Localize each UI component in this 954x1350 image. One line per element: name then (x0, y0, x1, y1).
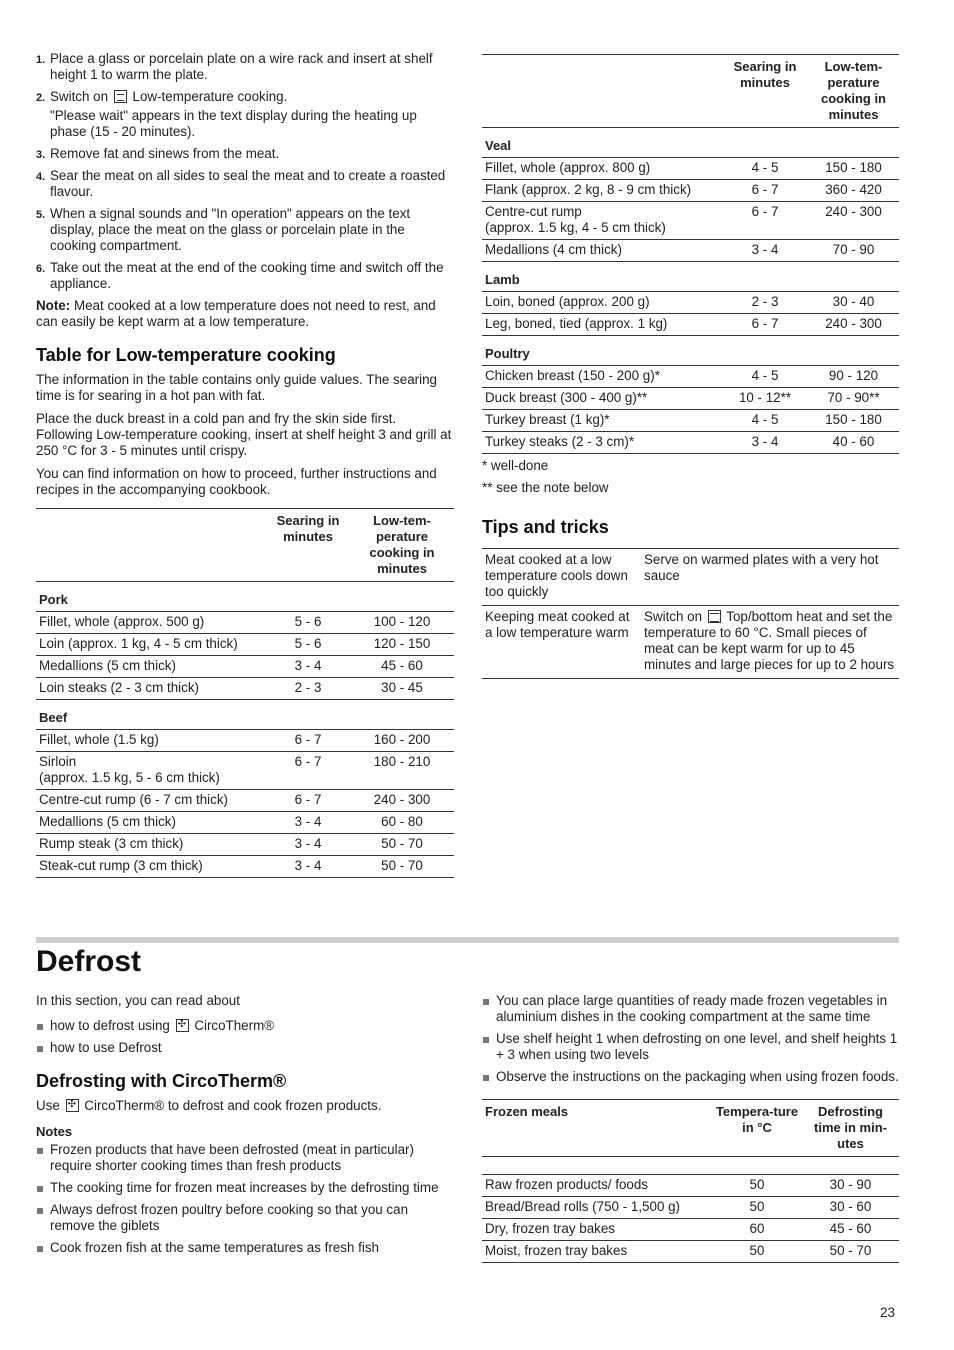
cell-name: Rump steak (3 cm thick) (39, 836, 184, 851)
lowtemp-table-left (36, 508, 454, 878)
step-number: 1. (36, 54, 46, 66)
group-label: Poultry (482, 336, 899, 366)
table-header-row (482, 1100, 899, 1157)
table-body (36, 582, 454, 878)
table-row (36, 856, 454, 878)
header-lowtemp: Low-tem-perature cooking in minutes (369, 513, 435, 576)
cell-lowtemp: 60 - 80 (381, 814, 423, 829)
cell-temperature: 50 (749, 1199, 765, 1214)
step-number: 3. (36, 149, 46, 161)
step-number: 4. (36, 171, 46, 183)
cell-temperature: 50 (749, 1177, 765, 1192)
group-label: Pork (36, 582, 454, 612)
table-row (482, 1175, 899, 1197)
cell-searing: 6 - 7 (751, 316, 779, 331)
lowtemp-table-title: Table for Low-temperature cooking (36, 345, 336, 365)
notes-list (36, 1142, 454, 1256)
cell-name: Fillet, whole (approx. 500 g) (39, 614, 205, 629)
right-column-top (482, 54, 899, 679)
list-item: Observe the instructions on the packaging when using frozen foods. (482, 1069, 899, 1085)
table-group-row (36, 582, 454, 612)
header-lowtemp: Low-tem-perature cooking in minutes (821, 59, 886, 122)
cell-lowtemp: 45 - 60 (381, 658, 423, 673)
table-group-row (482, 128, 899, 158)
table-row (482, 1241, 899, 1263)
circotherm-title: Defrosting with CircoTherm® (36, 1071, 287, 1091)
cell-searing: 5 - 6 (294, 636, 322, 651)
table-group-row (482, 262, 899, 292)
table-row (482, 1197, 899, 1219)
table-row (36, 790, 454, 812)
step-text-after: Low-temperature cooking. (132, 89, 288, 104)
defrost-table (482, 1099, 899, 1263)
table-row (482, 292, 899, 314)
table-header-row (482, 55, 899, 128)
cell-time: 45 - 60 (829, 1221, 872, 1236)
cell-searing: 3 - 4 (751, 242, 779, 257)
cell-name: Moist, frozen tray bakes (485, 1243, 628, 1258)
step-item (36, 206, 454, 254)
left-column-bottom (36, 993, 454, 1262)
footnote: * well-done (482, 458, 549, 473)
cell-lowtemp: 40 - 60 (832, 434, 875, 449)
cell-searing: 4 - 5 (751, 368, 779, 383)
tips-solution-after: Top/bottom heat and set the temperature to 60 °C. Small pieces of meat can be kept warm for up to 45 minutes and large pieces for up to 2 hours (644, 609, 895, 672)
table-group-row (36, 700, 454, 730)
cell-lowtemp: 150 - 180 (825, 412, 882, 427)
cell-searing: 6 - 7 (751, 204, 779, 219)
cell-name: Bread/Bread rolls (750 - 1,500 g) (485, 1199, 681, 1214)
cell-name: Turkey steaks (2 - 3 cm)* (485, 434, 635, 449)
table-row (482, 202, 899, 240)
step-item (36, 51, 454, 83)
left-column-top (36, 51, 454, 878)
lowtemp-paragraph: Place the duck breast in a cold pan and fry the skin side first. Following Low-temperature cooking, insert at shelf height 3 and grill at 250 °C for 3 - 5 minutes until crispy. (36, 411, 452, 458)
cell-searing: 3 - 4 (294, 858, 322, 873)
step-text: When a signal sounds and "In operation" appears on the text display, place the meat on the glass or porcelain plate in the cooking compartment. (50, 206, 411, 253)
step-number: 6. (36, 263, 46, 275)
note-label: Note: (36, 298, 71, 313)
footnote: ** see the note below (482, 480, 609, 495)
table-row (36, 612, 454, 634)
table-row (482, 410, 899, 432)
step-item (36, 89, 454, 140)
defrost-tips-list (482, 993, 899, 1085)
cell-name: Medallions (5 cm thick) (39, 814, 176, 829)
cell-name: Loin (approx. 1 kg, 4 - 5 cm thick) (39, 636, 238, 651)
cell-name: Loin steaks (2 - 3 cm thick) (39, 680, 199, 695)
table-row (36, 730, 454, 752)
cell-lowtemp: 160 - 200 (373, 732, 431, 747)
tips-row (482, 606, 899, 679)
tips-row (482, 549, 899, 606)
header-defrost-time: Defrosting time in min-utes (814, 1104, 887, 1151)
table-row (36, 834, 454, 856)
note (36, 298, 454, 330)
cell-name: Chicken breast (150 - 200 g)* (485, 368, 660, 383)
step-number: 2. (36, 92, 46, 104)
cell-lowtemp: 180 - 210 (373, 754, 431, 769)
list-item: how to use Defrost (36, 1040, 454, 1056)
cell-name: Loin, boned (approx. 200 g) (485, 294, 650, 309)
tips-table (482, 548, 899, 679)
tips-solution (641, 606, 899, 679)
cell-searing: 3 - 4 (294, 814, 322, 829)
spacer-row (482, 1157, 899, 1175)
cell-searing: 6 - 7 (751, 182, 779, 197)
table-row (482, 240, 899, 262)
table-row (36, 678, 454, 700)
cell-name: Raw frozen products/ foods (485, 1177, 649, 1192)
cell-name: Medallions (4 cm thick) (485, 242, 622, 257)
cell-lowtemp: 360 - 420 (825, 182, 882, 197)
table-row (36, 812, 454, 834)
section-divider (36, 937, 899, 943)
step-text: Remove fat and sinews from the meat. (50, 146, 280, 161)
low-temperature-icon (114, 90, 127, 103)
cell-searing: 6 - 7 (294, 792, 322, 807)
tips-solution-before: Switch on (644, 609, 703, 624)
group-label: Lamb (482, 262, 899, 292)
note-text: Meat cooked at a low temperature does not need to rest, and can easily be kept warm at a low temperature. (36, 298, 436, 329)
cell-searing: 3 - 4 (751, 434, 779, 449)
step-number: 5. (36, 209, 46, 221)
cell-time: 50 - 70 (829, 1243, 872, 1258)
page-number: 23 (880, 1305, 895, 1320)
cell-lowtemp: 100 - 120 (373, 614, 431, 629)
step-text: Place a glass or porcelain plate on a wire rack and insert at shelf height 1 to warm the plate. (50, 51, 433, 82)
notes-title: Notes (36, 1124, 73, 1139)
step-item (36, 168, 454, 200)
cell-lowtemp: 70 - 90** (827, 390, 880, 405)
list-item: The cooking time for frozen meat increases by the defrosting time (36, 1180, 454, 1196)
list-item: Use shelf height 1 when defrosting on one level, and shelf heights 1 + 3 when using two levels (482, 1031, 899, 1063)
step-item (36, 260, 454, 292)
cell-searing: 3 - 4 (294, 658, 322, 673)
cell-name: Centre-cut rump (approx. 1.5 kg, 4 - 5 cm thick) (485, 204, 666, 235)
cell-name: Centre-cut rump (6 - 7 cm thick) (39, 792, 228, 807)
circotherm-icon (66, 1099, 79, 1112)
defrost-title: Defrost (36, 945, 142, 978)
cell-lowtemp: 150 - 180 (825, 160, 882, 175)
cell-searing: 3 - 4 (294, 836, 322, 851)
group-label: Beef (36, 700, 454, 730)
defrost-topics (36, 1018, 454, 1056)
cell-searing: 4 - 5 (751, 160, 779, 175)
circotherm-text: Use ✣ CircoTherm® to defrost and cook frozen products. (36, 1098, 454, 1114)
cell-lowtemp: 30 - 45 (381, 680, 423, 695)
cell-lowtemp: 120 - 150 (373, 636, 431, 651)
cell-temperature: 50 (749, 1243, 765, 1258)
cell-lowtemp: 90 - 120 (828, 368, 879, 383)
step-item (36, 146, 454, 162)
table-row (482, 1219, 899, 1241)
cell-searing: 10 - 12** (738, 390, 792, 405)
cell-name: Dry, frozen tray bakes (485, 1221, 615, 1236)
cell-lowtemp: 50 - 70 (381, 836, 423, 851)
cell-searing: 6 - 7 (294, 732, 322, 747)
list-item: Frozen products that have been defrosted (meat in particular) require shorter cooking times than fresh products (36, 1142, 454, 1174)
cell-name: Fillet, whole (approx. 800 g) (485, 160, 651, 175)
cell-name: Turkey breast (1 kg)* (485, 412, 610, 427)
defrost-intro: In this section, you can read about (36, 993, 240, 1008)
cell-lowtemp: 30 - 40 (832, 294, 875, 309)
table-row (482, 432, 899, 454)
table-row (482, 158, 899, 180)
cell-name: Duck breast (300 - 400 g)** (485, 390, 648, 405)
cell-lowtemp: 50 - 70 (381, 858, 423, 873)
table-row (482, 366, 899, 388)
tips-solution: Serve on warmed plates with a very hot sauce (644, 552, 879, 583)
step-text-before: Switch on (50, 89, 109, 104)
table-row (36, 656, 454, 678)
tips-title: Tips and tricks (482, 517, 609, 537)
cell-name: Leg, boned, tied (approx. 1 kg) (485, 316, 668, 331)
list-item: how to defrost using ✣ CircoTherm® (36, 1018, 454, 1034)
right-column-bottom (482, 993, 899, 1263)
cell-searing: 4 - 5 (751, 412, 779, 427)
top-bottom-heat-icon (708, 610, 721, 623)
cell-searing: 2 - 3 (294, 680, 322, 695)
circotherm-icon (176, 1019, 189, 1032)
cell-lowtemp: 240 - 300 (825, 204, 882, 219)
list-item: You can place large quantities of ready made frozen vegetables in aluminium dishes in the cooking compartment at the same time (482, 993, 899, 1025)
tips-problem: Keeping meat cooked at a low temperature warm (485, 609, 630, 640)
list-item: Always defrost frozen poultry before cooking so that you can remove the giblets (36, 1202, 454, 1234)
header-searing: Searing in minutes (733, 59, 797, 90)
table-row (482, 314, 899, 336)
cell-name: Steak-cut rump (3 cm thick) (39, 858, 203, 873)
header-frozen-meals: Frozen meals (485, 1104, 569, 1119)
tips-problem: Meat cooked at a low temperature cools down too quickly (485, 552, 628, 599)
step-subtext: "Please wait" appears in the text display during the heating up phase (15 - 20 minutes). (50, 108, 417, 139)
cell-name: Fillet, whole (1.5 kg) (39, 732, 159, 747)
lowtemp-paragraph: The information in the table contains only guide values. The searing time is for searing in a hot pan with fat. (36, 372, 437, 403)
header-temperature: Tempera-ture in °C (715, 1104, 799, 1135)
list-item: Cook frozen fish at the same temperatures as fresh fish (36, 1240, 454, 1256)
cell-lowtemp: 240 - 300 (373, 792, 431, 807)
cell-temperature: 60 (749, 1221, 765, 1236)
header-searing: Searing in minutes (276, 513, 340, 544)
cell-lowtemp: 240 - 300 (825, 316, 882, 331)
cell-time: 30 - 60 (829, 1199, 872, 1214)
cell-name: Flank (approx. 2 kg, 8 - 9 cm thick) (485, 182, 692, 197)
cell-lowtemp: 70 - 90 (832, 242, 875, 257)
table-header-row (36, 509, 454, 582)
table-row (36, 634, 454, 656)
table-body (482, 1157, 899, 1263)
step-text: Sear the meat on all sides to seal the meat and to create a roasted flavour. (50, 168, 446, 199)
footnotes (482, 458, 899, 496)
table-row (482, 388, 899, 410)
step-text: Take out the meat at the end of the cooking time and switch off the appliance. (50, 260, 444, 291)
group-label: Veal (482, 128, 899, 158)
lowtemp-paragraph: You can find information on how to proceed, further instructions and recipes in the accompanying cookbook. (36, 466, 437, 497)
table-row (482, 180, 899, 202)
cell-searing: 6 - 7 (294, 754, 322, 769)
cell-time: 30 - 90 (829, 1177, 872, 1192)
table-row (36, 752, 454, 790)
cell-searing: 2 - 3 (751, 294, 779, 309)
cell-searing: 5 - 6 (294, 614, 322, 629)
cell-name: Sirloin (approx. 1.5 kg, 5 - 6 cm thick) (39, 754, 220, 785)
table-group-row (482, 336, 899, 366)
cell-name: Medallions (5 cm thick) (39, 658, 176, 673)
steps-list (36, 51, 454, 292)
lowtemp-table-right (482, 54, 899, 454)
table-body (482, 128, 899, 454)
